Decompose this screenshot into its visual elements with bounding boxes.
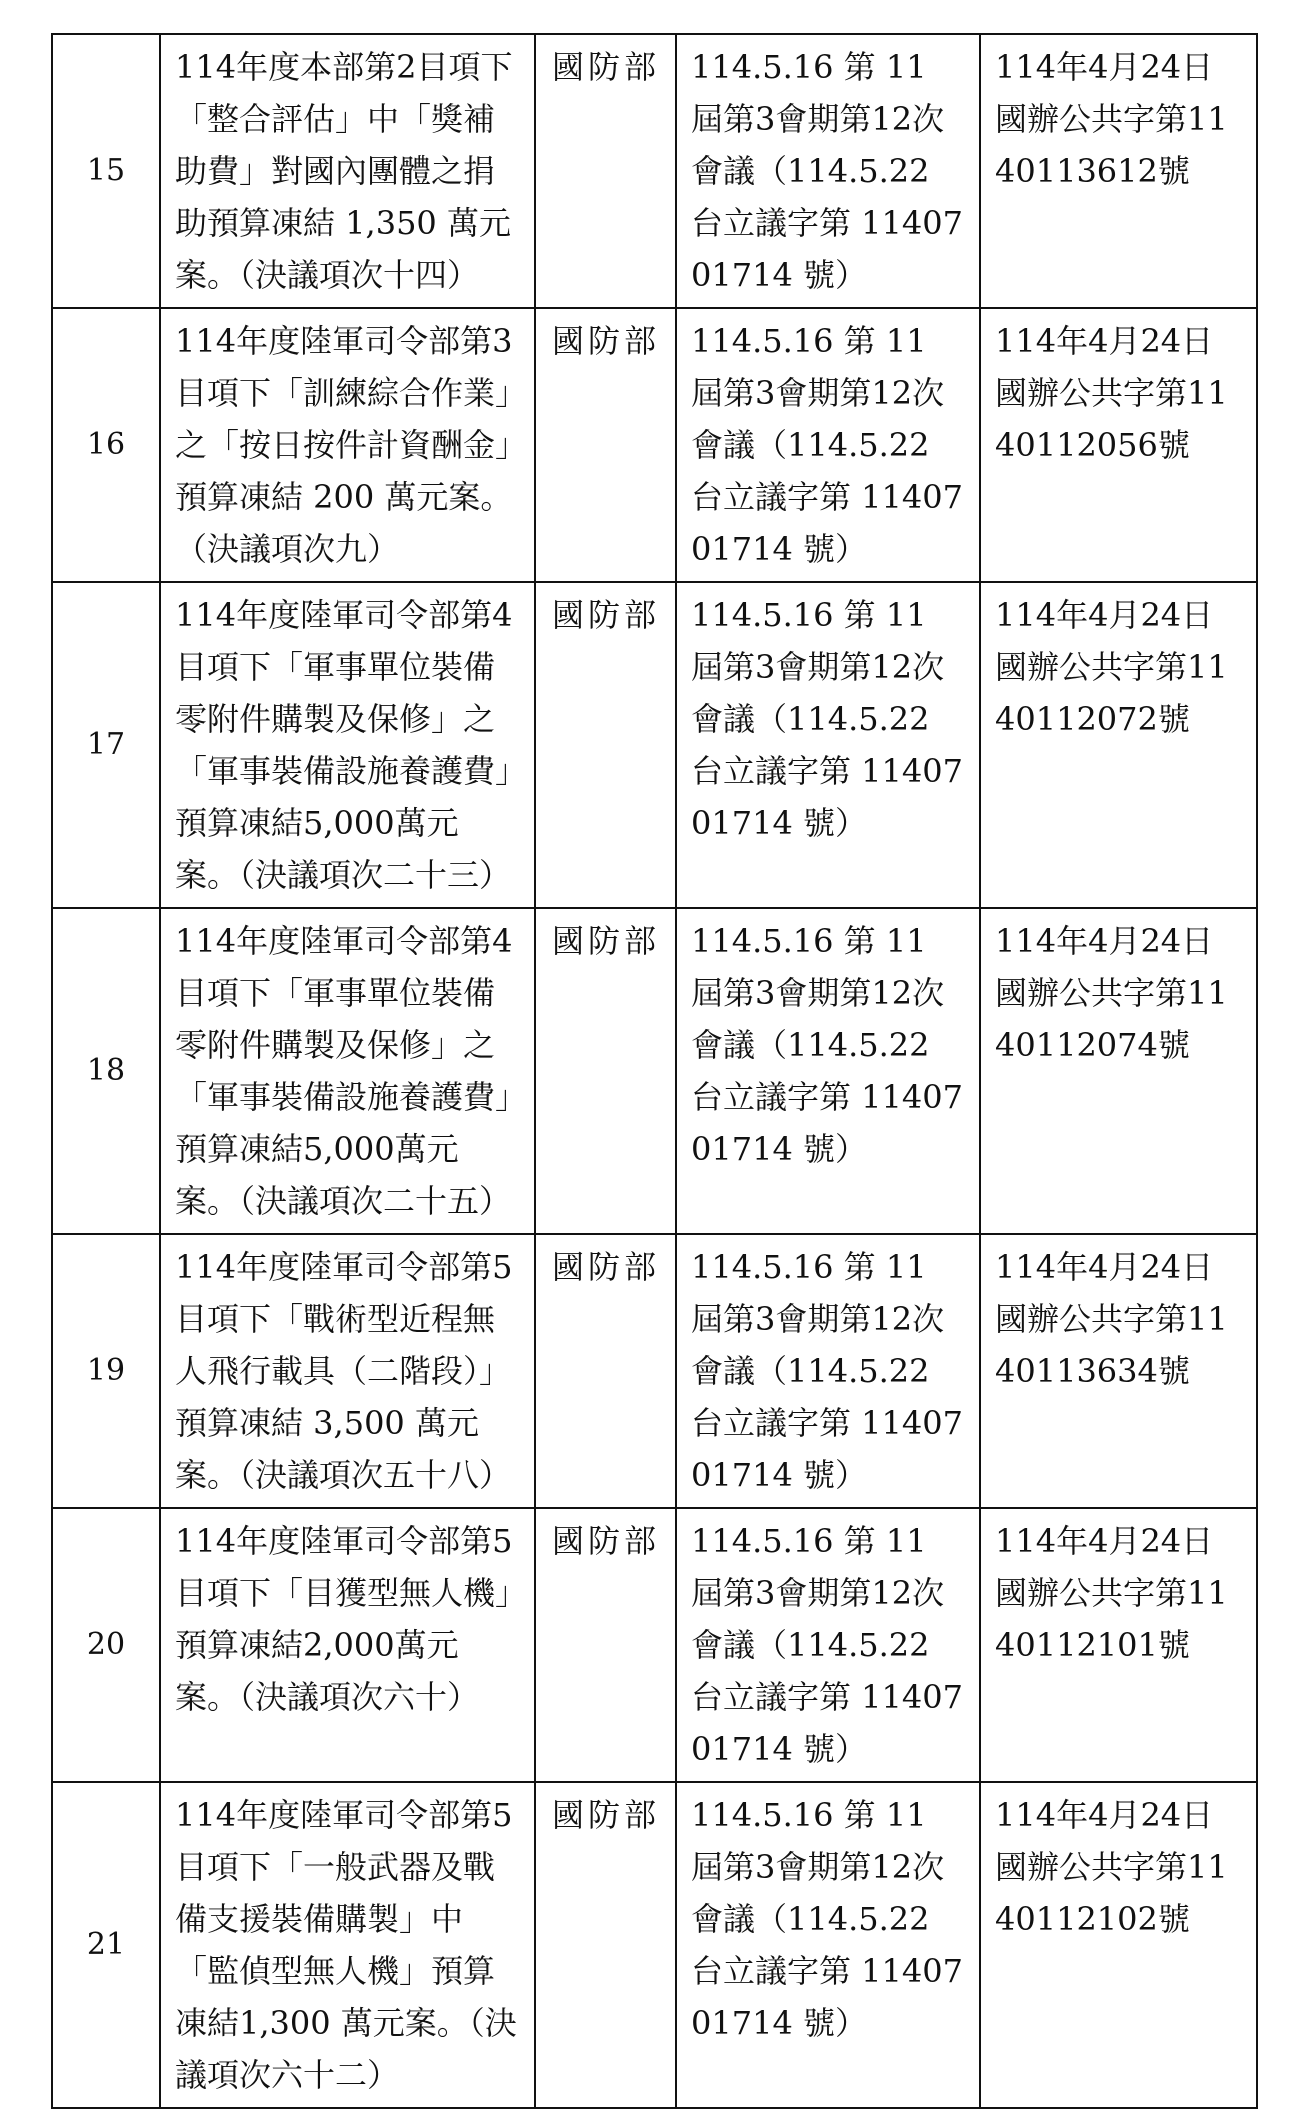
letter-reference: 114年4月24日國辦公共字第1140112074號 — [980, 908, 1257, 1234]
row-number: 18 — [52, 908, 160, 1234]
agency: 國防部 — [535, 1508, 676, 1782]
letter-reference: 114年4月24日國辦公共字第1140112072號 — [980, 582, 1257, 908]
meeting-reference: 114.5.16 第 11 屆第3會期第12次會議（114.5.22 台立議字第 1140701714 號） — [676, 34, 980, 308]
agency: 國防部 — [535, 1234, 676, 1508]
case-description: 114年度陸軍司令部第3目項下「訓練綜合作業」之「按日按件計資酬金」預算凍結 200 萬元案。（決議項次九） — [160, 308, 535, 582]
row-number: 20 — [52, 1508, 160, 1782]
table-row — [52, 308, 1257, 582]
agency: 國防部 — [535, 1782, 676, 2108]
agency: 國防部 — [535, 308, 676, 582]
letter-reference: 114年4月24日國辦公共字第1140112101號 — [980, 1508, 1257, 1782]
agency: 國防部 — [535, 34, 676, 308]
row-number: 17 — [52, 582, 160, 908]
meeting-reference: 114.5.16 第 11 屆第3會期第12次會議（114.5.22 台立議字第 1140701714 號） — [676, 908, 980, 1234]
table-row — [52, 582, 1257, 908]
case-description: 114年度本部第2目項下「整合評估」中「獎補助費」對國內團體之捐助預算凍結 1,350 萬元案。（決議項次十四） — [160, 34, 535, 308]
row-number: 16 — [52, 308, 160, 582]
row-number: 21 — [52, 1782, 160, 2108]
frozen-budget-table — [51, 33, 1258, 2109]
row-number: 15 — [52, 34, 160, 308]
table-row — [52, 1234, 1257, 1508]
meeting-reference: 114.5.16 第 11 屆第3會期第12次會議（114.5.22 台立議字第 1140701714 號） — [676, 1508, 980, 1782]
case-description: 114年度陸軍司令部第5目項下「目獲型無人機」預算凍結2,000萬元案。（決議項次六十） — [160, 1508, 535, 1782]
letter-reference: 114年4月24日國辦公共字第1140113634號 — [980, 1234, 1257, 1508]
case-description: 114年度陸軍司令部第5目項下「一般武器及戰備支援裝備購製」中「監偵型無人機」預算凍結1,300 萬元案。（決議項次六十二） — [160, 1782, 535, 2108]
case-description: 114年度陸軍司令部第5目項下「戰術型近程無人飛行載具（二階段）」預算凍結 3,500 萬元案。（決議項次五十八） — [160, 1234, 535, 1508]
meeting-reference: 114.5.16 第 11 屆第3會期第12次會議（114.5.22 台立議字第 1140701714 號） — [676, 1234, 980, 1508]
table-row — [52, 34, 1257, 308]
table-row — [52, 1508, 1257, 1782]
meeting-reference: 114.5.16 第 11 屆第3會期第12次會議（114.5.22 台立議字第 1140701714 號） — [676, 1782, 980, 2108]
meeting-reference: 114.5.16 第 11 屆第3會期第12次會議（114.5.22 台立議字第 1140701714 號） — [676, 582, 980, 908]
meeting-reference: 114.5.16 第 11 屆第3會期第12次會議（114.5.22 台立議字第 1140701714 號） — [676, 308, 980, 582]
case-description: 114年度陸軍司令部第4目項下「軍事單位裝備零附件購製及保修」之「軍事裝備設施養護費」預算凍結5,000萬元案。（決議項次二十五） — [160, 908, 535, 1234]
row-number: 19 — [52, 1234, 160, 1508]
case-description: 114年度陸軍司令部第4目項下「軍事單位裝備零附件購製及保修」之「軍事裝備設施養護費」預算凍結5,000萬元案。（決議項次二十三） — [160, 582, 535, 908]
agency: 國防部 — [535, 582, 676, 908]
table-row — [52, 1782, 1257, 2108]
letter-reference: 114年4月24日國辦公共字第1140112102號 — [980, 1782, 1257, 2108]
agency: 國防部 — [535, 908, 676, 1234]
letter-reference: 114年4月24日國辦公共字第1140113612號 — [980, 34, 1257, 308]
table-row — [52, 908, 1257, 1234]
letter-reference: 114年4月24日國辦公共字第1140112056號 — [980, 308, 1257, 582]
